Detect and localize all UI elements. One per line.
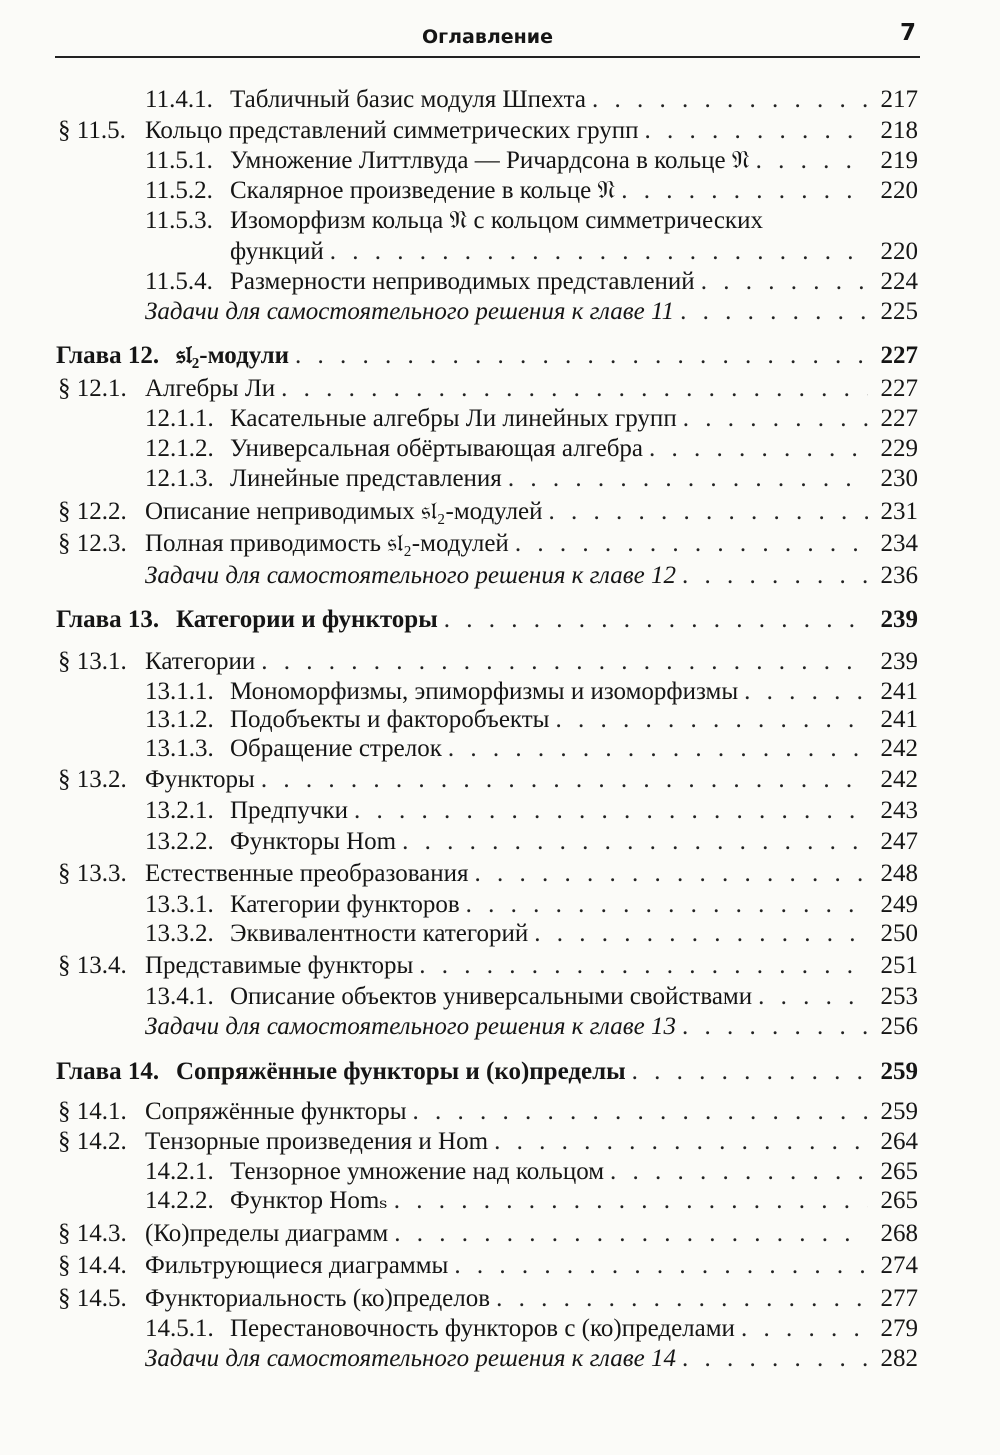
section-number: § 14.1.: [58, 1098, 127, 1125]
entry-title: Функторы Hom: [230, 828, 397, 855]
toc-row[interactable]: [0, 733, 1000, 765]
entry-title: Категории функторов: [230, 891, 460, 918]
section-number: 14.5.1.: [145, 1315, 214, 1342]
section-number: 11.5.3.: [145, 207, 213, 234]
page-ref: 217: [880, 86, 918, 113]
page-ref: 251: [880, 952, 918, 979]
entry-title: Фильтрующиеся диаграммы: [145, 1252, 449, 1279]
section-number: § 12.3.: [58, 530, 127, 557]
entry-title: Перестановочность функторов с (ко)пределами: [230, 1315, 735, 1342]
dot-leader: [682, 1011, 868, 1043]
section-number: § 13.4.: [58, 952, 127, 979]
toc-row[interactable]: [0, 175, 1000, 207]
toc-row[interactable]: [0, 764, 1000, 796]
section-number: 11.5.4.: [145, 268, 213, 295]
entry-title: Кольцо представлений симметрических групп: [145, 117, 639, 144]
toc-row[interactable]: [0, 981, 1000, 1013]
toc-row[interactable]: [0, 918, 1000, 950]
page-ref: 231: [880, 498, 918, 525]
section-number: 13.2.2.: [145, 828, 214, 855]
dot-leader: [330, 236, 868, 268]
exercises-title: Задачи для самостоятельного решения к главе 11: [145, 298, 675, 325]
dot-leader: [680, 296, 868, 328]
toc-row[interactable]: [0, 1313, 1000, 1345]
section-number: § 13.3.: [58, 860, 127, 887]
page-ref: 227: [880, 375, 918, 402]
section-number: 14.2.1.: [145, 1158, 214, 1185]
section-number: 13.1.1.: [145, 678, 214, 705]
toc-row[interactable]: [0, 84, 1000, 116]
dot-leader: [758, 981, 868, 1013]
toc-row[interactable]: [0, 1056, 1000, 1088]
dot-leader: [261, 646, 868, 678]
running-title: Оглавление: [422, 26, 553, 48]
toc-row[interactable]: [0, 858, 1000, 890]
toc-row[interactable]: [0, 1096, 1000, 1128]
toc-row[interactable]: [0, 604, 1000, 636]
entry-title: Представимые функторы: [145, 952, 414, 979]
chapter-number: Глава 13.: [56, 606, 160, 633]
toc-row[interactable]: [0, 433, 1000, 465]
section-number: 13.1.3.: [145, 735, 214, 762]
entry-title: Описание объектов универсальными свойствами: [230, 983, 753, 1010]
page-ref: 224: [880, 268, 918, 295]
toc-row[interactable]: [0, 236, 1000, 268]
toc-row[interactable]: [0, 403, 1000, 435]
entry-title: Алгебры Ли: [145, 375, 276, 402]
dot-leader: [683, 403, 868, 435]
dot-leader: [394, 1185, 868, 1217]
page-ref: 242: [880, 735, 918, 762]
page-ref: 236: [880, 562, 918, 589]
toc-row[interactable]: [0, 950, 1000, 982]
entry-title: Линейные представления: [230, 465, 502, 492]
page-ref: 256: [880, 1013, 918, 1040]
entry-title: Размерности неприводимых представлений: [230, 268, 695, 295]
entry-title: Предпучки: [230, 797, 349, 824]
page-ref: 268: [880, 1220, 918, 1247]
chapter-title: Сопряжённые функторы и (ко)пределы: [176, 1058, 626, 1085]
section-number: § 11.5.: [58, 117, 126, 144]
section-number: 11.4.1.: [145, 86, 213, 113]
dot-leader: [549, 496, 868, 528]
section-number: § 12.2.: [58, 498, 127, 525]
dot-leader: [701, 266, 868, 298]
chapter-title: Категории и функторы: [176, 606, 438, 633]
toc-row[interactable]: [0, 145, 1000, 177]
dot-leader: [682, 1343, 868, 1375]
toc-row[interactable]: [0, 646, 1000, 678]
page-ref: 250: [880, 920, 918, 947]
entry-title: Категории: [145, 648, 256, 675]
page-ref: 259: [880, 1098, 918, 1125]
entry-title: Умножение Литтлвуда — Ричардсона в кольце 𝔑: [230, 147, 750, 174]
page-ref: 249: [880, 891, 918, 918]
toc-row[interactable]: [0, 560, 1000, 592]
dot-leader: [534, 918, 868, 950]
toc-row[interactable]: [0, 266, 1000, 298]
section-number: 12.1.2.: [145, 435, 214, 462]
dot-leader: [354, 795, 868, 827]
dot-leader: [508, 463, 868, 495]
toc-row[interactable]: [0, 496, 1000, 528]
section-number: § 14.4.: [58, 1252, 127, 1279]
page-ref: 227: [880, 342, 918, 369]
dot-leader: [756, 145, 868, 177]
page-ref: 265: [880, 1187, 918, 1214]
section-number: 14.2.2.: [145, 1187, 214, 1214]
entry-title: Функтор Homₛ: [230, 1187, 388, 1214]
dot-leader: [592, 84, 868, 116]
page-ref: 219: [880, 147, 918, 174]
page-ref: 227: [880, 405, 918, 432]
dot-leader: [402, 826, 868, 858]
chapter-number: Глава 12.: [56, 342, 160, 369]
entry-title: Тензорные произведения и Hom: [145, 1128, 489, 1155]
dot-leader: [621, 175, 868, 207]
page-ref: 264: [880, 1128, 918, 1155]
page-ref: 225: [880, 298, 918, 325]
section-number: § 14.2.: [58, 1128, 127, 1155]
dot-leader: [645, 115, 869, 147]
toc-row[interactable]: [0, 1156, 1000, 1188]
page-ref: 253: [880, 983, 918, 1010]
entry-title: Изоморфизм кольца 𝔑 с кольцом симметрических: [230, 207, 763, 234]
toc-row[interactable]: [0, 463, 1000, 495]
page-ref: 282: [880, 1345, 918, 1372]
section-number: § 12.1.: [58, 375, 127, 402]
dot-leader: [448, 733, 868, 765]
section-number: § 14.5.: [58, 1285, 127, 1312]
page-ref: 277: [880, 1285, 918, 1312]
toc-row[interactable]: [0, 1011, 1000, 1043]
entry-title: Сопряжённые функторы: [145, 1098, 407, 1125]
dot-leader: [555, 704, 868, 736]
page-ref: 218: [880, 117, 918, 144]
entry-title: Табличный базис модуля Шпехта: [230, 86, 587, 113]
page-ref: 242: [880, 766, 918, 793]
section-number: 13.3.1.: [145, 891, 214, 918]
page-number: 7: [899, 20, 916, 46]
page-ref: 248: [880, 860, 918, 887]
exercises-title: Задачи для самостоятельного решения к главе 12: [145, 562, 676, 589]
dot-leader: [649, 433, 868, 465]
entry-title: Эквивалентности категорий: [230, 920, 529, 947]
page-ref: 274: [880, 1252, 918, 1279]
toc-row[interactable]: [0, 795, 1000, 827]
toc-row[interactable]: [0, 115, 1000, 147]
toc-row[interactable]: [0, 1126, 1000, 1158]
entry-title: Скалярное произведение в кольце 𝔑: [230, 177, 616, 204]
section-number: 12.1.1.: [145, 405, 214, 432]
dot-leader: [419, 950, 868, 982]
dot-leader: [261, 764, 868, 796]
page-ref: 229: [880, 435, 918, 462]
page-ref: 241: [880, 706, 918, 733]
section-number: § 14.3.: [58, 1220, 127, 1247]
page-ref: 234: [880, 530, 918, 557]
dot-leader: [454, 1250, 868, 1282]
dot-leader: [682, 560, 868, 592]
dot-leader: [475, 858, 868, 890]
section-number: § 13.2.: [58, 766, 127, 793]
toc-row[interactable]: [0, 528, 1000, 560]
dot-leader: [413, 1096, 869, 1128]
entry-title: Описание неприводимых 𝔰𝔩₂-модулей: [145, 498, 543, 525]
dot-leader: [515, 528, 868, 560]
entry-title: (Ко)пределы диаграмм: [145, 1220, 389, 1247]
exercises-title: Задачи для самостоятельного решения к главе 14: [145, 1345, 676, 1372]
entry-title: Функторы: [145, 766, 255, 793]
exercises-title: Задачи для самостоятельного решения к главе 13: [145, 1013, 676, 1040]
section-number: 13.4.1.: [145, 983, 214, 1010]
entry-title: функций: [230, 238, 324, 265]
entry-title: Полная приводимость 𝔰𝔩₂-модулей: [145, 530, 509, 557]
toc-row[interactable]: [0, 205, 1000, 237]
page-ref: 239: [880, 648, 918, 675]
dot-leader: [466, 889, 868, 921]
dot-leader: [494, 1126, 868, 1158]
entry-title: Тензорное умножение над кольцом: [230, 1158, 605, 1185]
dot-leader: [632, 1056, 868, 1088]
section-number: 11.5.2.: [145, 177, 213, 204]
entry-title: Естественные преобразования: [145, 860, 469, 887]
page-ref: 279: [880, 1315, 918, 1342]
toc-row[interactable]: [0, 889, 1000, 921]
page-ref: 241: [880, 678, 918, 705]
page-ref: 265: [880, 1158, 918, 1185]
entry-title: Касательные алгебры Ли линейных групп: [230, 405, 677, 432]
toc-row[interactable]: [0, 826, 1000, 858]
section-number: 13.3.2.: [145, 920, 214, 947]
toc-row[interactable]: [0, 296, 1000, 328]
toc-row[interactable]: [0, 340, 1000, 372]
section-number: § 13.1.: [58, 648, 127, 675]
section-number: 11.5.1.: [145, 147, 213, 174]
toc-row[interactable]: [0, 1250, 1000, 1282]
dot-leader: [295, 340, 868, 372]
page-ref: 259: [880, 1058, 918, 1085]
page-ref: 243: [880, 797, 918, 824]
toc-row[interactable]: [0, 704, 1000, 736]
page-ref: 220: [880, 238, 918, 265]
toc-row[interactable]: [0, 373, 1000, 405]
page-ref: 230: [880, 465, 918, 492]
dot-leader: [496, 1283, 868, 1315]
page-ref: 247: [880, 828, 918, 855]
toc-row[interactable]: [0, 1343, 1000, 1375]
entry-title: Мономорфизмы, эпиморфизмы и изоморфизмы: [230, 678, 739, 705]
toc-row[interactable]: [0, 1185, 1000, 1217]
dot-leader: [444, 604, 868, 636]
section-number: 13.1.2.: [145, 706, 214, 733]
entry-title: Обращение стрелок: [230, 735, 442, 762]
page-ref: 239: [880, 606, 918, 633]
dot-leader: [394, 1218, 868, 1250]
toc-row[interactable]: [0, 1283, 1000, 1315]
entry-title: Универсальная обёртывающая алгебра: [230, 435, 644, 462]
dot-leader: [281, 373, 868, 405]
entry-title: Подобъекты и факторобъекты: [230, 706, 550, 733]
page-ref: 220: [880, 177, 918, 204]
section-number: 12.1.3.: [145, 465, 214, 492]
chapter-number: Глава 14.: [56, 1058, 160, 1085]
entry-title: Функториальность (ко)пределов: [145, 1285, 491, 1312]
dot-leader: [741, 1313, 868, 1345]
toc-row[interactable]: [0, 1218, 1000, 1250]
dot-leader: [610, 1156, 868, 1188]
section-number: 13.2.1.: [145, 797, 214, 824]
chapter-title: 𝔰𝔩₂-модули: [176, 342, 290, 369]
